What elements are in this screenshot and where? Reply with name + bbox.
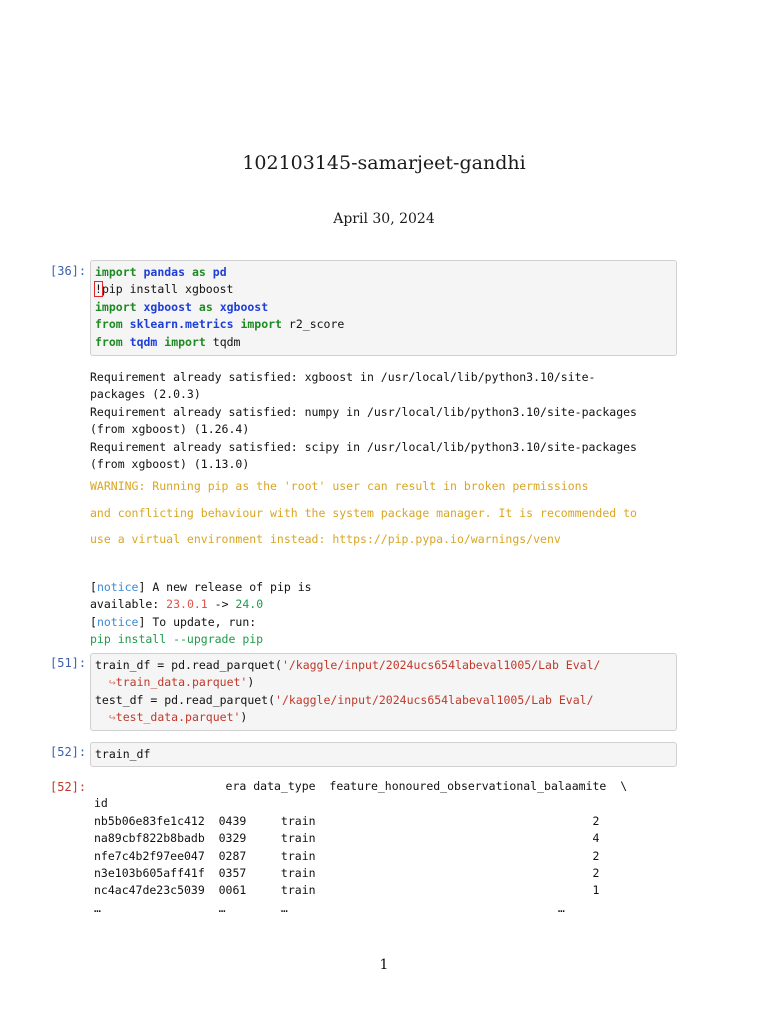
dataframe-header: era data_type feature_honoured_observational_balaamite \	[94, 779, 628, 793]
cell-51-input-prompt: [51]:	[50, 656, 87, 670]
pip-notice-line: [notice] To update, run:	[90, 614, 257, 629]
dataframe-index-name: id	[94, 796, 108, 811]
cell-52-code[interactable]	[90, 742, 677, 767]
output-line: Requirement already satisfied: scipy in /usr/local/lib/python3.10/site-packages	[90, 439, 637, 454]
code-line: from tqdm import tqdm	[95, 334, 241, 349]
pip-warning-line: and conflicting behaviour with the system package manager. It is recommended to	[90, 505, 637, 520]
dataframe-row: nfe7c4b2f97ee047 0287 train 2	[94, 848, 600, 863]
cell-52-output-prompt: [52]:	[50, 780, 87, 794]
output-line: packages (2.0.3)	[90, 387, 201, 402]
output-line: (from xgboost) (1.26.4)	[90, 422, 250, 437]
cell-51-code[interactable]	[90, 653, 677, 731]
dataframe-row: n3e103b605aff41f 0357 train 2	[94, 866, 600, 881]
code-line: test_df = pd.read_parquet('/kaggle/input/2024ucs654labeval1005/Lab Eval/	[95, 692, 594, 707]
code-line: !pip install xgboost	[95, 282, 234, 297]
page-number: 1	[379, 957, 389, 973]
dataframe-row: na89cbf822b8badb 0329 train 4	[94, 831, 600, 846]
pip-notice-line: [notice] A new release of pip is	[90, 579, 312, 594]
line-continuation-icon: ↪	[108, 675, 116, 690]
dataframe-output	[94, 778, 674, 917]
pip-warning-line: WARNING: Running pip as the 'root' user can result in broken permissions	[90, 479, 589, 494]
code-line: import pandas as pd	[95, 265, 227, 279]
code-line: from sklearn.metrics import r2_score	[95, 317, 345, 332]
cell-36-code[interactable]	[90, 260, 677, 356]
dataframe-row: nb5b06e83fe1c412 0439 train 2	[94, 813, 600, 828]
pip-upgrade-command: pip install --upgrade pip	[90, 632, 264, 647]
code-line: train_df = pd.read_parquet('/kaggle/input/2024ucs654labeval1005/Lab Eval/	[95, 658, 601, 672]
dataframe-ellipsis-row: … … … …	[94, 900, 565, 915]
document-date: April 30, 2024	[333, 211, 435, 227]
output-line: Requirement already satisfied: xgboost in /usr/local/lib/python3.10/site-	[90, 370, 596, 384]
output-line: Requirement already satisfied: numpy in /usr/local/lib/python3.10/site-packages	[90, 404, 637, 419]
cell-36-input-prompt: [36]:	[50, 264, 87, 278]
code-line: ↪test_data.parquet')	[108, 710, 248, 725]
dataframe-row: nc4ac47de23c5039 0061 train 1	[94, 883, 600, 898]
cell-52-input-prompt: [52]:	[50, 745, 87, 759]
cell-36-output	[90, 369, 690, 649]
line-continuation-icon: ↪	[108, 710, 116, 725]
pip-notice-line: available: 23.0.1 -> 24.0	[90, 597, 264, 612]
output-line: (from xgboost) (1.13.0)	[90, 457, 250, 472]
code-line: import xgboost as xgboost	[95, 299, 269, 314]
code-line: train_df	[95, 747, 151, 761]
document-title: 102103145-samarjeet-gandhi	[242, 152, 526, 174]
code-line: ↪train_data.parquet')	[108, 675, 255, 690]
pip-warning-line: use a virtual environment instead: https://pip.pypa.io/warnings/venv	[90, 532, 561, 547]
